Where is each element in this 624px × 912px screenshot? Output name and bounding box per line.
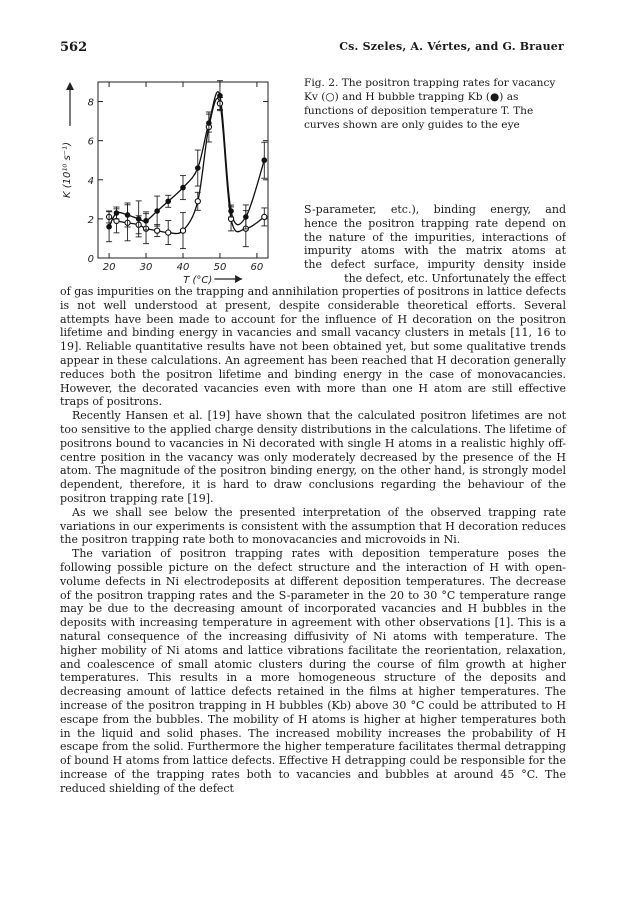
x-tick-label: 60 [250,262,264,273]
body-paragraph: As we shall see below the presented interpretation of the observed trapping rate variations in our experiments is consistent with the assumption that H decoration reduces the positron trapping rate both to monovacancies and microvoids in Ni. [60,505,566,547]
data-point-kv [195,199,200,204]
trapping-rate-chart [56,72,292,298]
data-point-kb [217,93,223,99]
data-point-kb [125,212,131,218]
side-text-line: the defect, etc. Unfortunately the effect [344,271,566,285]
body-text [60,285,566,795]
series-line-0 [109,98,264,233]
data-point-kb [180,185,186,191]
side-text-line: impurity atoms with the matrix atoms at [304,244,566,258]
data-point-kb [114,210,120,216]
x-axis-label: T (°C) [183,275,213,286]
side-text-line: S-parameter, etc.), binding energy, and [304,203,566,216]
x-tick-label: 30 [139,262,153,273]
body-paragraph: The variation of positron trapping rates with deposition temperature poses the following possible picture on the defect structure and the interaction of H with open-volume defects in Ni electrodeposits at different deposition temperatures. The decrease of the positron trapping rates and the S-parameter in the 20 to 30 °C temperature range may be due to the decreasing amount of incorporated vacancies and H bubbles in the deposits with increasing temperature in agreement with other observations [1]. This is a natural consequence of the increasing diffusivity of Ni atoms with temperature. The higher mobility of Ni atoms and lattice vibrations facilitate the reorientation, relaxation, and coalescence of small atomic clusters during the course of film growth at higher temperatures. This results in a more homogeneous structure of the deposits and decreasing amount of lattice defects retained in the films at higher temperatures. The increase of the positron trapping in H bubbles (Kb) above 30 °C could be attributed to H escape from the bubbles. The mobility of H atoms is higher at higher temperatures both in the liquid and solid phases. The increased mobility increases the probability of H escape from the solid. Furthermore the higher temperature facilitates thermal detrapping of bound H atoms from lattice defects. Effective H detrapping could be responsible for the increase of the trapping rates both to vacancies and bubbles at around 45 °C. The reduced shielding of the defect [60,547,566,795]
figure-caption: Fig. 2. The positron trapping rates for vacancy Kv (○) and H bubble trapping Kb (●) as functions of deposition temperature T. The curves shown are only guides to the eye [304,77,556,131]
data-point-kv [166,230,171,235]
data-point-kb [143,218,149,224]
data-point-kb [136,216,142,222]
series-line-1 [109,92,264,227]
side-text-line: the nature of the impurities, interactions of [304,230,566,244]
side-text-line: the defect surface, impurity density inside [304,258,566,272]
x-axis-arrow-head [235,275,242,283]
running-head: Cs. Szeles, A. Vértes, and G. Brauer [339,40,564,53]
data-point-kb [243,214,249,220]
x-tick-label: 20 [102,262,116,273]
data-point-kb [206,120,212,126]
data-point-kv [180,228,185,233]
y-tick-label: 8 [87,97,94,109]
page-number: 562 [60,40,88,55]
data-point-kb [195,165,201,171]
y-axis-arrow-head [66,82,74,90]
y-tick-label: 0 [87,254,94,265]
data-point-kb [228,208,234,214]
data-point-kb [106,224,112,230]
side-text-line: hence the positron trapping rate depend on [304,216,566,230]
data-point-kb [165,198,171,204]
body-paragraph: of gas impurities on the trapping and annihilation properties of positrons in lattice defects is not well understood at present, despite considerable theoretical efforts. Several attempts have been made to account for the influence of H decoration on the positron lifetime and binding energy in vacancies and small vacancy clusters in metals [11, 16 to 19]. Reliable quantitative results have not been obtained yet, but some qualitative trends appear in these calculations. An agreement has been reached that H decoration generally reduces both the positron lifetime and binding energy in the case of monovacancies. However, the decorated vacancies even with more than one H atom are still effective traps of positrons. [60,285,566,409]
side-text [304,203,566,286]
figure-chart [56,72,292,298]
y-axis-label: K (10¹⁰ s⁻¹) [62,142,73,198]
data-point-kv [155,228,160,233]
x-tick-label: 40 [176,262,190,273]
y-tick-label: 2 [87,214,94,226]
y-tick-label: 4 [87,175,94,187]
body-paragraph: Recently Hansen et al. [19] have shown that the calculated positron lifetimes are not too sensitive to the applied charge density distributions in the calculations. The lifetime of positrons bound to vacancies in Ni decorated with single H atoms in a realistic highly off-centre position in the vacancy was only moderately decreased by the presence of the H atom. The magnitude of the positron binding energy, on the other hand, is strongly model dependent, therefore, it is hard to draw conclusions regarding the behaviour of the positron trapping rate [19]. [60,409,566,505]
data-point-kb [154,208,160,214]
data-point-kb [262,157,268,163]
y-tick-label: 6 [87,136,94,148]
data-point-kv [262,214,267,219]
x-tick-label: 50 [213,262,227,273]
